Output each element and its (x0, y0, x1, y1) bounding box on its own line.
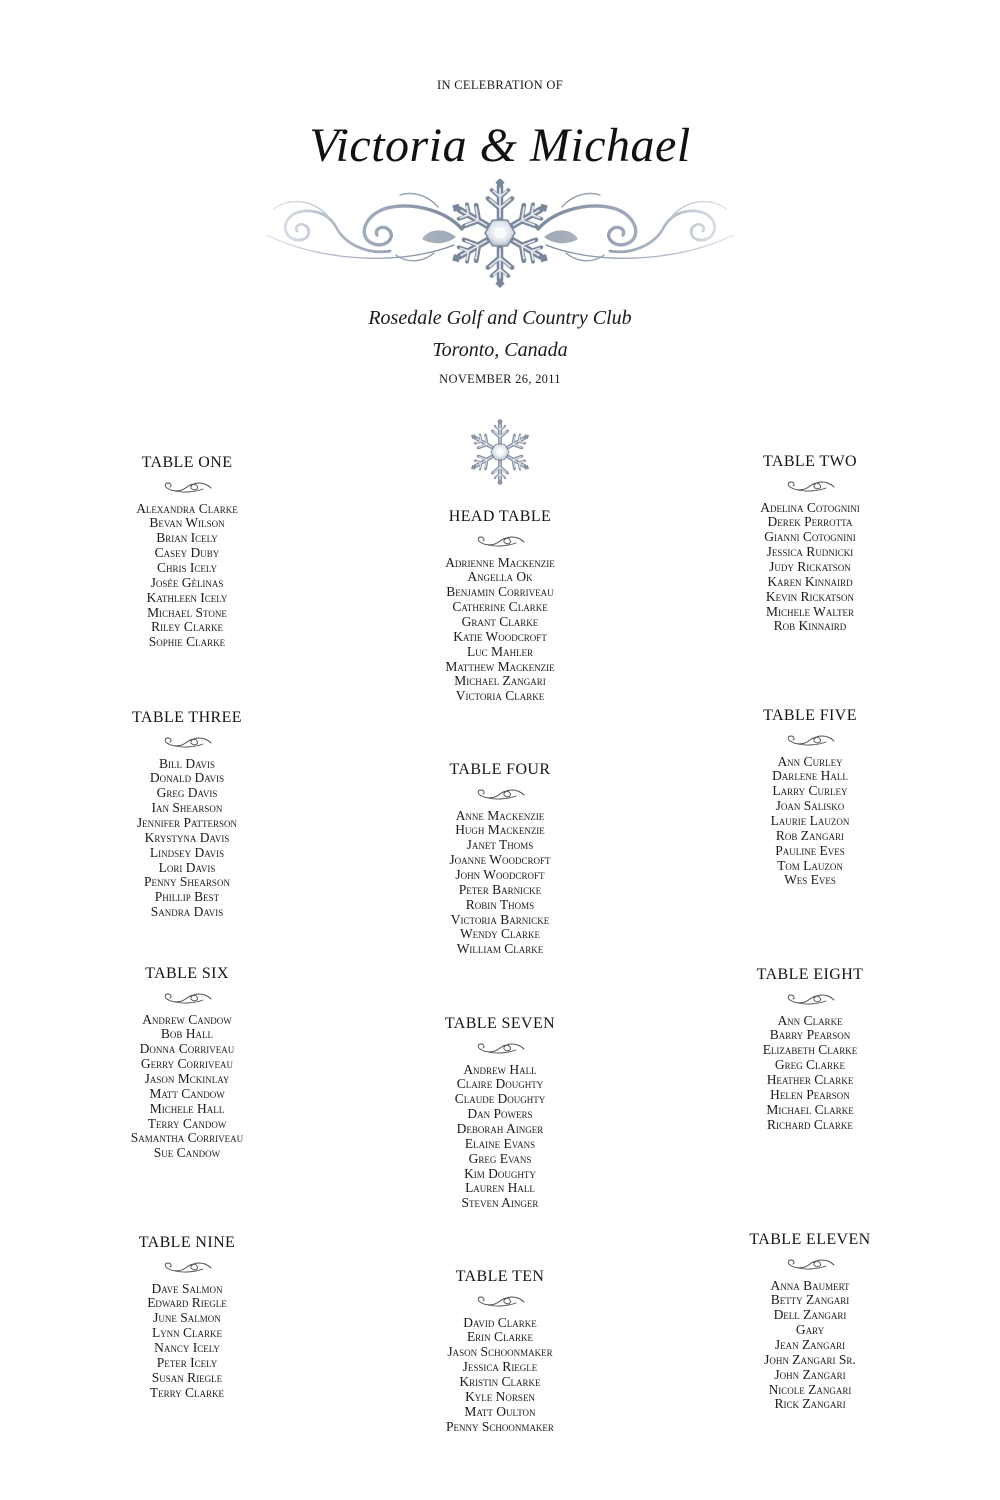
table-seven (380, 1014, 620, 1211)
table-heading: TABLE TWO (762, 453, 857, 470)
guest-name: Judy Rickatson (769, 558, 851, 574)
flourish-icon (161, 480, 213, 494)
guest-name: Greg Clarke (774, 1057, 846, 1073)
guest-name: Elizabeth Clarke (762, 1042, 858, 1058)
guest-name: Pauline Eves (775, 842, 845, 858)
guest-name: Claude Doughty (454, 1091, 546, 1107)
table-eleven (690, 1230, 930, 1412)
guest-name: Casey Duby (154, 545, 220, 561)
guest-name: William Clarke (456, 941, 544, 957)
guest-name: Barry Pearson (769, 1027, 851, 1043)
guest-name: Greg Davis (156, 785, 218, 801)
table-heading: TABLE ELEVEN (749, 1231, 871, 1248)
table-ten (380, 1267, 620, 1434)
guest-list (380, 1063, 620, 1211)
guest-name: Phillip Best (154, 889, 220, 905)
guest-name: Terry Clarke (149, 1384, 225, 1400)
flourish-icon (161, 991, 213, 1005)
guest-name: Sandra Davis (150, 904, 224, 920)
guest-name: Hugh Mackenzie (455, 822, 545, 838)
couple-names: Victoria & Michael (309, 119, 691, 172)
guest-name: Dan Powers (467, 1106, 533, 1122)
table-heading: TABLE SEVEN (444, 1015, 556, 1032)
guest-name: Donna Corriveau (139, 1041, 235, 1057)
flourish-icon (474, 1041, 526, 1055)
guest-name: Edward Riegle (147, 1295, 227, 1311)
guest-name: Ann Clarke (777, 1012, 843, 1028)
venue-location: Toronto, Canada (432, 339, 568, 361)
guest-name: Karen Kinnaird (767, 573, 853, 589)
guest-name: Nancy Icely (154, 1339, 220, 1355)
flourish-icon (784, 479, 836, 493)
guest-list (380, 556, 620, 704)
guest-name: Joan Salisko (775, 798, 845, 814)
flourish-icon (161, 735, 213, 749)
guest-name: Anne Mackenzie (455, 807, 545, 823)
guest-name: Michele Hall (149, 1100, 225, 1116)
guest-name: Krystyna Davis (144, 829, 230, 845)
guest-list (380, 1316, 620, 1435)
guest-list (690, 755, 930, 889)
guest-name: Lori Davis (158, 859, 216, 875)
guest-name: Michele Walter (765, 603, 855, 619)
table-heading: HEAD TABLE (448, 508, 552, 525)
guest-name: Michael Zangari (454, 673, 546, 689)
guest-name: Terry Candow (147, 1115, 227, 1131)
guest-name: Heather Clarke (766, 1071, 854, 1087)
guest-name: Elaine Evans (464, 1135, 536, 1151)
guest-name: Kevin Rickatson (765, 588, 855, 604)
guest-name: Riley Clarke (151, 619, 223, 635)
guest-name: Adelina Cotognini (760, 499, 860, 515)
guest-name: Angella Ok (467, 569, 533, 585)
guest-list (67, 1282, 307, 1401)
guest-list (690, 1014, 930, 1133)
guest-name: Jean Zangari (774, 1336, 846, 1352)
table-heading: TABLE NINE (138, 1234, 236, 1251)
guest-name: Peter Icely (156, 1354, 218, 1370)
snowflake (446, 179, 554, 288)
guest-name: Brian Icely (156, 530, 218, 546)
table-three (67, 708, 307, 920)
guest-name: Bill Davis (159, 755, 215, 771)
guest-name: Lauren Hall (465, 1180, 535, 1196)
guest-name: Wendy Clarke (459, 926, 541, 942)
guest-name: Bevan Wilson (149, 515, 225, 531)
guest-name: Gianni Cotognini (764, 529, 856, 545)
guest-name: Benjamin Corriveau (446, 584, 554, 600)
guest-name: Catherine Clarke (452, 599, 548, 615)
guest-name: Rob Zangari (775, 827, 845, 843)
guest-name: Erin Clarke (466, 1329, 534, 1345)
table-heading: TABLE FIVE (763, 707, 857, 724)
guest-name: Josée Gèlinas (150, 574, 224, 590)
guest-name: Jason Schoonmaker (447, 1344, 553, 1360)
guest-name: Jason Mckinlay (144, 1070, 230, 1086)
guest-name: Matt Candow (149, 1085, 225, 1101)
guest-name: David Clarke (463, 1314, 537, 1330)
guest-name: Gerry Corriveau (140, 1056, 234, 1072)
flourish-icon (784, 1257, 836, 1271)
guest-name: Alexandra Clarke (136, 500, 238, 516)
guest-list (690, 501, 930, 635)
table-heading: TABLE SIX (145, 965, 229, 982)
table-eight (690, 965, 930, 1132)
table-four (380, 760, 620, 957)
flourish-icon (474, 534, 526, 548)
event-date: NOVEMBER 26, 2011 (439, 372, 561, 386)
table-heading: TABLE TEN (455, 1268, 545, 1285)
table-heading: TABLE EIGHT (756, 966, 864, 983)
table-heading: TABLE THREE (132, 709, 242, 726)
guest-name: Greg Evans (468, 1150, 532, 1166)
guest-name: Victoria Barnicke (450, 911, 550, 927)
guest-name: Gary (795, 1322, 825, 1338)
guest-name: John Zangari (774, 1366, 846, 1382)
guest-name: Chris Icely (157, 559, 217, 575)
guest-name: Anna Baumert (770, 1277, 850, 1293)
head-table (380, 507, 620, 704)
guest-name: Richard Clarke (767, 1116, 853, 1132)
guest-name: Jennifer Patterson (136, 814, 238, 830)
guest-name: Bob Hall (160, 1026, 214, 1042)
guest-name: Jessica Rudnicki (766, 544, 854, 560)
flourish-icon (784, 733, 836, 747)
guest-name: Andrew Hall (463, 1061, 537, 1077)
guest-list (380, 809, 620, 957)
guest-name: Matthew Mackenzie (445, 658, 555, 674)
intro-line: IN CELEBRATION OF (437, 78, 563, 92)
guest-list (67, 757, 307, 920)
guest-name: Adrienne Mackenzie (445, 554, 555, 570)
guest-name: Michael Clarke (766, 1101, 854, 1117)
scroll-flourish-left (266, 194, 462, 261)
guest-name: Larry Curley (772, 783, 848, 799)
guest-name: Kyle Norsen (465, 1388, 535, 1404)
guest-name: John Woodcroft (455, 866, 545, 882)
guest-name: Kim Doughty (464, 1165, 536, 1181)
table-two (690, 452, 930, 634)
guest-name: Deborah Ainger (456, 1120, 544, 1136)
guest-list (67, 502, 307, 650)
guest-name: Lindsey Davis (149, 844, 225, 860)
guest-name: Dell Zangari (773, 1307, 847, 1323)
guest-name: Kristin Clarke (459, 1373, 541, 1389)
guest-name: Derek Perrotta (767, 514, 853, 530)
guest-name: Rob Kinnaird (773, 618, 847, 634)
guest-name: Peter Barnicke (458, 881, 542, 897)
table-one (67, 453, 307, 650)
guest-name: John Zangari Sr. (764, 1351, 856, 1367)
scroll-flourish-right (538, 194, 734, 261)
guest-name: Kathleen Icely (146, 589, 228, 605)
table-five (690, 706, 930, 888)
guest-name: Sue Candow (153, 1145, 221, 1161)
guest-name: Robin Thoms (465, 896, 535, 912)
guest-name: Grant Clarke (461, 613, 539, 629)
flourish-icon (474, 1294, 526, 1308)
guest-name: Betty Zangari (770, 1292, 850, 1308)
guest-list (67, 1013, 307, 1161)
guest-name: Joanne Woodcroft (449, 852, 551, 868)
guest-name: Ian Shearson (151, 800, 223, 816)
guest-name: Darlene Hall (772, 768, 848, 784)
table-heading: TABLE ONE (141, 454, 233, 471)
guest-name: Laurie Lauzon (770, 812, 850, 828)
guest-name: Wes Eves (784, 872, 836, 888)
table-nine (67, 1233, 307, 1400)
guest-name: Helen Pearson (770, 1086, 850, 1102)
table-six (67, 964, 307, 1161)
guest-name: June Salmon (153, 1310, 221, 1326)
guest-name: Dave Salmon (151, 1280, 223, 1296)
guest-name: Penny Shearson (144, 874, 230, 890)
table-heading: TABLE FOUR (449, 761, 551, 778)
guest-name: Tom Lauzon (777, 857, 843, 873)
guest-name: Lynn Clarke (151, 1325, 223, 1341)
snowflake-icon (466, 418, 534, 486)
guest-name: Nicole Zangari (768, 1381, 852, 1397)
guest-name: Luc Mahler (466, 643, 534, 659)
guest-name: Matt Oulton (464, 1403, 536, 1419)
flourish-icon (784, 992, 836, 1006)
flourish-icon (161, 1260, 213, 1274)
guest-name: Penny Schoonmaker (446, 1418, 554, 1434)
guest-list (690, 1279, 930, 1413)
guest-name: Rick Zangari (774, 1396, 846, 1412)
guest-name: Steven Ainger (461, 1195, 539, 1211)
flourish-icon (474, 787, 526, 801)
guest-name: Andrew Candow (142, 1011, 232, 1027)
guest-name: Susan Riegle (151, 1369, 223, 1385)
guest-name: Jessica Riegle (462, 1359, 538, 1375)
venue-name: Rosedale Golf and Country Club (368, 307, 632, 329)
guest-name: Donald Davis (149, 770, 225, 786)
guest-name: Janet Thoms (466, 837, 534, 853)
guest-name: Michael Stone (147, 604, 227, 620)
guest-name: Victoria Clarke (455, 688, 545, 704)
guest-name: Sophie Clarke (148, 634, 226, 650)
guest-name: Ann Curley (777, 753, 843, 769)
snowflake-scroll-icon (266, 179, 736, 299)
guest-name: Claire Doughty (456, 1076, 544, 1092)
guest-name: Katie Woodcroft (453, 628, 547, 644)
guest-name: Samantha Corriveau (130, 1130, 244, 1146)
